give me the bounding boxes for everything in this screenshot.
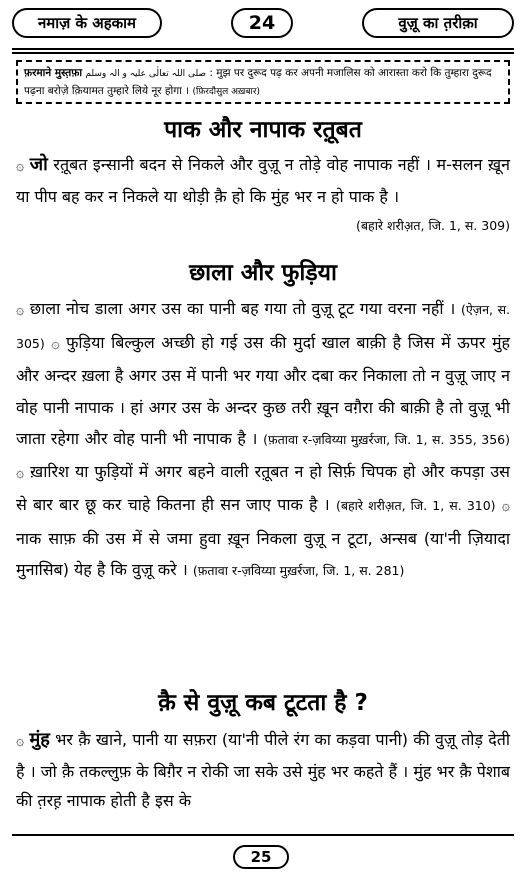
flower-ornament-icon: ۞: [501, 498, 510, 514]
lead-word: जो: [29, 154, 48, 175]
farman-source: (फ़िरदौसुल अख़बार): [192, 87, 261, 97]
flower-ornament-icon: ۞: [16, 158, 25, 174]
reference: (बहारे शरीअ़त, जि. 1, स. 310): [335, 498, 496, 513]
header-rule-inner: [12, 52, 514, 54]
paragraph-text: फुड़िया बिल्कुल अच्छी हो गई उस की मुर्दा खाल बाक़ी है जिस में ऊपर मुंह और अन्दर ख़ला है अगर उस में पानी भर गया और दबा कर निकाला तो न वुज़ू जाए न वोह पानी नापाक । हां अगर उस के अन्दर कुछ तरी ख़ून वग़ैरा की बाक़ी है तो वुज़ू भी जाता रहेगा और वोह पानी भी नापाक है ।: [16, 332, 511, 448]
lead-word: मुंह: [29, 729, 50, 750]
paragraph-text: नाक साफ़ की उस में से जमा हुवा ख़ून निकला वुज़ू न टूटा, अन्सब (या'नी ज़ियादा मुनासिब) येह है कि वुज़ू करे ।: [16, 528, 510, 579]
header-page-number: 24: [231, 8, 293, 38]
header-book-title: नमाज़ के अहकाम: [12, 8, 162, 38]
paragraph-text: भर क़ै खाने, पानी या सफ़रा (या'नी पीले रंग का कड़वा पानी) की वुज़ू तोड़ देती है । जो क़ै तकल्लुफ़ के बिग़ैर न रोकी जा सके उसे मुंह भर कहते हैं । मुंह भर क़ै पेशाब की त़रह़ नापाक होती है इस के: [16, 730, 511, 811]
section-heading: छाला और फुड़िया: [189, 260, 337, 286]
reference: (फ़तावा र-ज़विय्या मुख़र्रजा, जि. 1, स. 281): [192, 563, 405, 578]
flower-ornament-icon: ۞: [16, 733, 25, 749]
farman-text: : मुझ पर दुरूद पढ़ कर अपनी मजालिस को आरास्ता करो कि तुम्हारा दुरूद पढ़ना बरोज़े क़ियामत तुम्हारे लिये नूर होगा ।: [24, 67, 492, 97]
header-chapter-title: वुज़ू का त़रीक़ा: [362, 8, 514, 38]
section3-paragraph: [16, 725, 510, 816]
section2-paragraph: [16, 293, 510, 587]
footer-rule: [12, 834, 514, 836]
paragraph-text: छाला नोच डाला अगर उस का पानी बह गया तो वुज़ू टूट गया वरना नहीं ।: [24, 299, 456, 318]
paragraph-text: रत़ूबत इन्सानी बदन से निकले और वुज़ू न तोड़े वोह नापाक नहीं । म-सलन ख़ून या पीप बह कर न निकले या थोड़ी क़ै हो कि मुंह भर न हो पाक है ।: [16, 155, 510, 206]
reference: (फ़तावा र-ज़विय्या मुख़र्रजा, जि. 1, स. 355, 356): [263, 432, 510, 447]
reference: (बहारे शरीअ़त, जि. 1, स. 309): [356, 218, 510, 234]
section-heading: क़ै से वुज़ू कब टूटता है ?: [158, 690, 368, 716]
farman-label: फ़रमाने मुस्त़फ़ा: [24, 67, 83, 79]
header-rule: [12, 48, 514, 50]
section1-paragraph: [16, 150, 510, 241]
paragraph-text: ख़ारिश या फुड़ियों में अगर बहने वाली रत़ूबत न हो सिर्फ़ चिपक हो और कपड़ा उस से बार बार छू कर चाहे कितना ही सन जाए पाक है ।: [16, 461, 510, 514]
reference: (ऐज़न, स. 305): [16, 302, 510, 351]
flower-ornament-icon: ۞: [16, 464, 25, 481]
farman-arabic: صلی اللہ تعالٰی علیہ و الہ وسلم: [85, 69, 207, 79]
farman-box: [16, 60, 510, 104]
section-heading: पाक और नापाक रत़ूबत: [164, 117, 362, 143]
flower-ornament-icon: ۞: [51, 335, 60, 352]
footer-page-number: 25: [233, 845, 289, 869]
flower-ornament-icon: ۞: [16, 302, 25, 318]
